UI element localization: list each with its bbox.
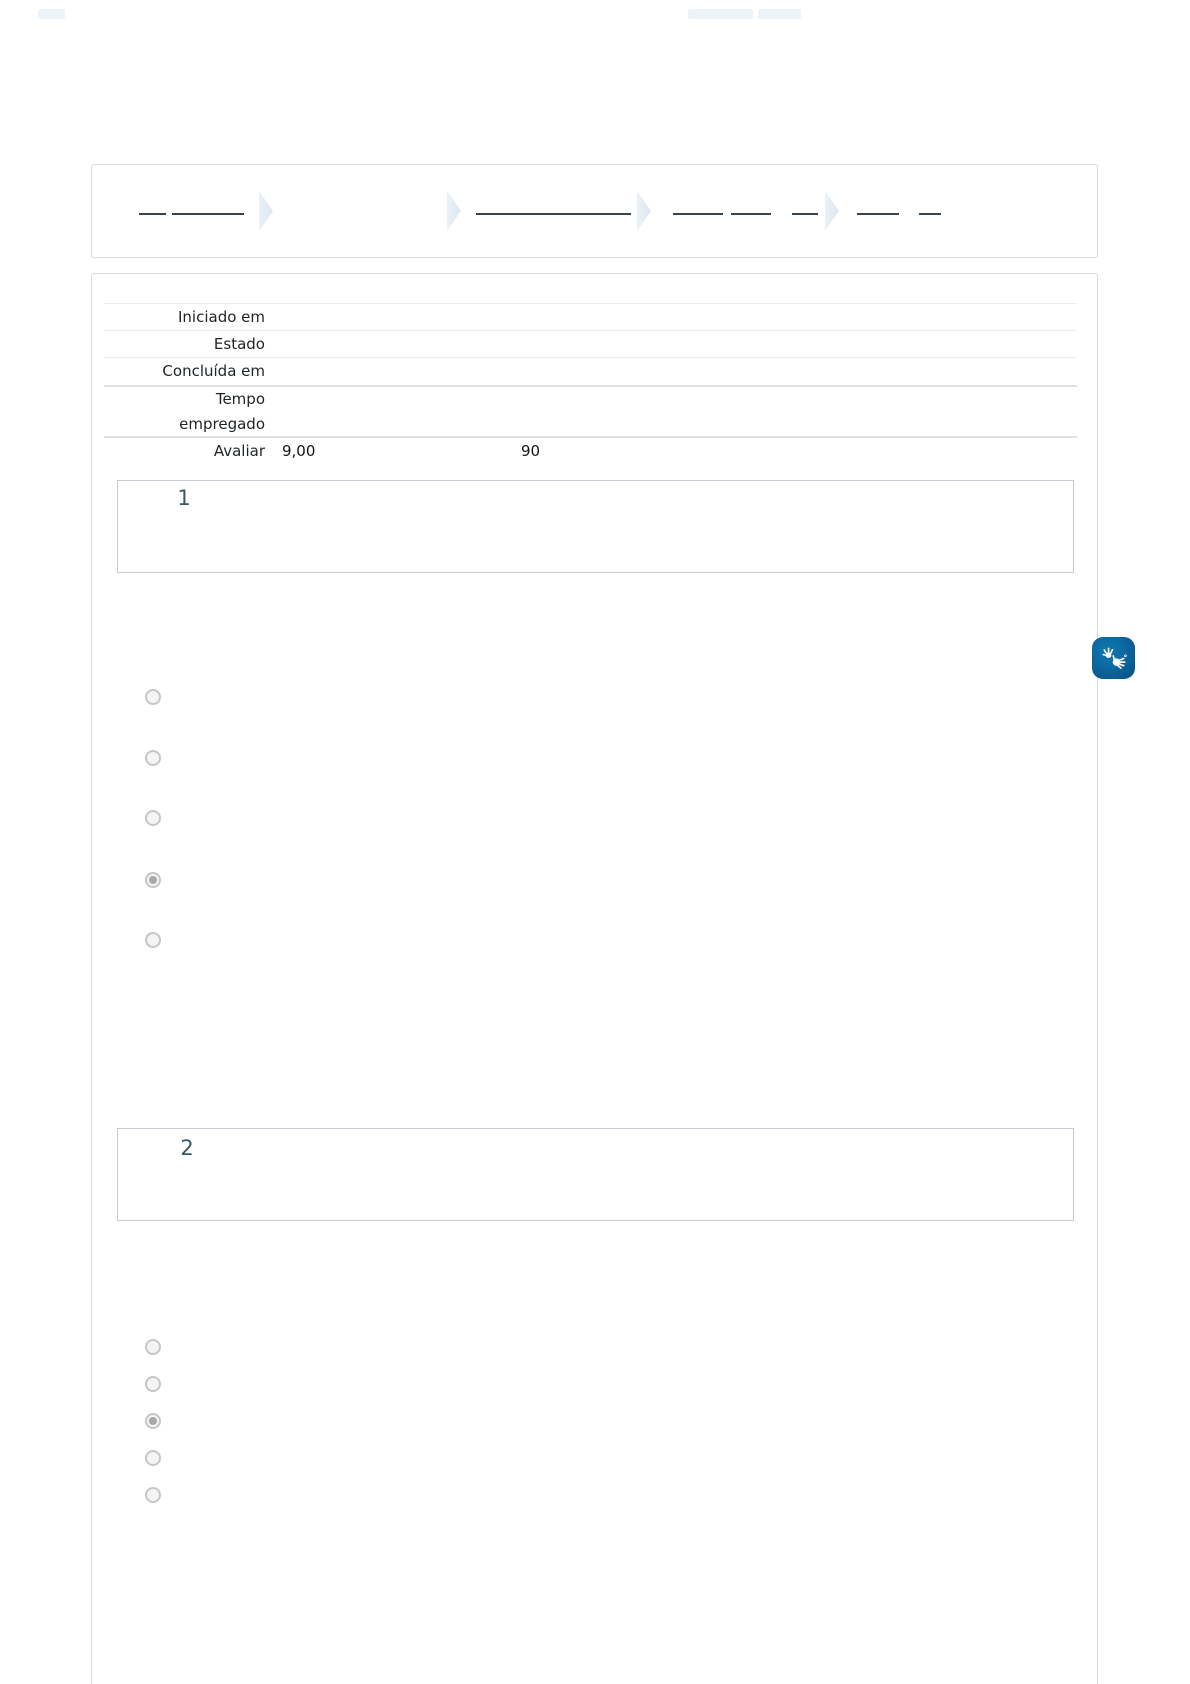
question-number: 2 — [180, 1136, 194, 1160]
answer-radio[interactable] — [145, 750, 161, 766]
answer-radio[interactable] — [145, 1450, 161, 1466]
row-divider — [104, 330, 1077, 331]
answer-radio[interactable] — [145, 689, 161, 705]
answer-radio[interactable] — [145, 872, 161, 888]
answer-radio[interactable] — [145, 810, 161, 826]
answer-radio[interactable] — [145, 932, 161, 948]
breadcrumb-item-redacted[interactable] — [673, 213, 723, 215]
grade-value: 9,00 — [282, 442, 316, 460]
summary-label-state: Estado — [213, 335, 265, 353]
breadcrumb-item-redacted[interactable] — [172, 213, 244, 215]
breadcrumb-item-redacted[interactable] — [857, 213, 899, 215]
question-info-box — [117, 1128, 1074, 1221]
question-number: 1 — [177, 486, 191, 510]
summary-label-started: Iniciado em — [177, 308, 265, 326]
redacted-header-mark — [38, 9, 65, 19]
breadcrumb-item-redacted[interactable] — [919, 213, 941, 215]
redacted-header-mark — [688, 9, 753, 19]
breadcrumb-item-redacted[interactable] — [139, 213, 166, 215]
row-divider — [104, 357, 1077, 358]
vlibras-accessibility-button[interactable] — [1092, 637, 1135, 679]
summary-label-completed: Concluída em — [162, 362, 265, 380]
row-divider — [104, 303, 1077, 304]
answer-radio[interactable] — [145, 1487, 161, 1503]
answer-radio[interactable] — [145, 1413, 161, 1429]
grade-percent: 90 — [521, 442, 541, 460]
answer-radio[interactable] — [145, 1339, 161, 1355]
answer-radio[interactable] — [145, 1376, 161, 1392]
sign-language-hands-icon — [1099, 643, 1129, 673]
breadcrumb-item-redacted[interactable] — [476, 213, 631, 215]
breadcrumb-item-redacted[interactable] — [731, 213, 771, 215]
breadcrumb-item-redacted[interactable] — [792, 213, 818, 215]
summary-label-grade: Avaliar — [213, 442, 265, 460]
breadcrumb-card — [91, 164, 1098, 258]
question-info-box — [117, 480, 1074, 573]
redacted-header-mark — [758, 9, 801, 19]
summary-label-time-taken: Tempo empregado — [179, 390, 265, 433]
